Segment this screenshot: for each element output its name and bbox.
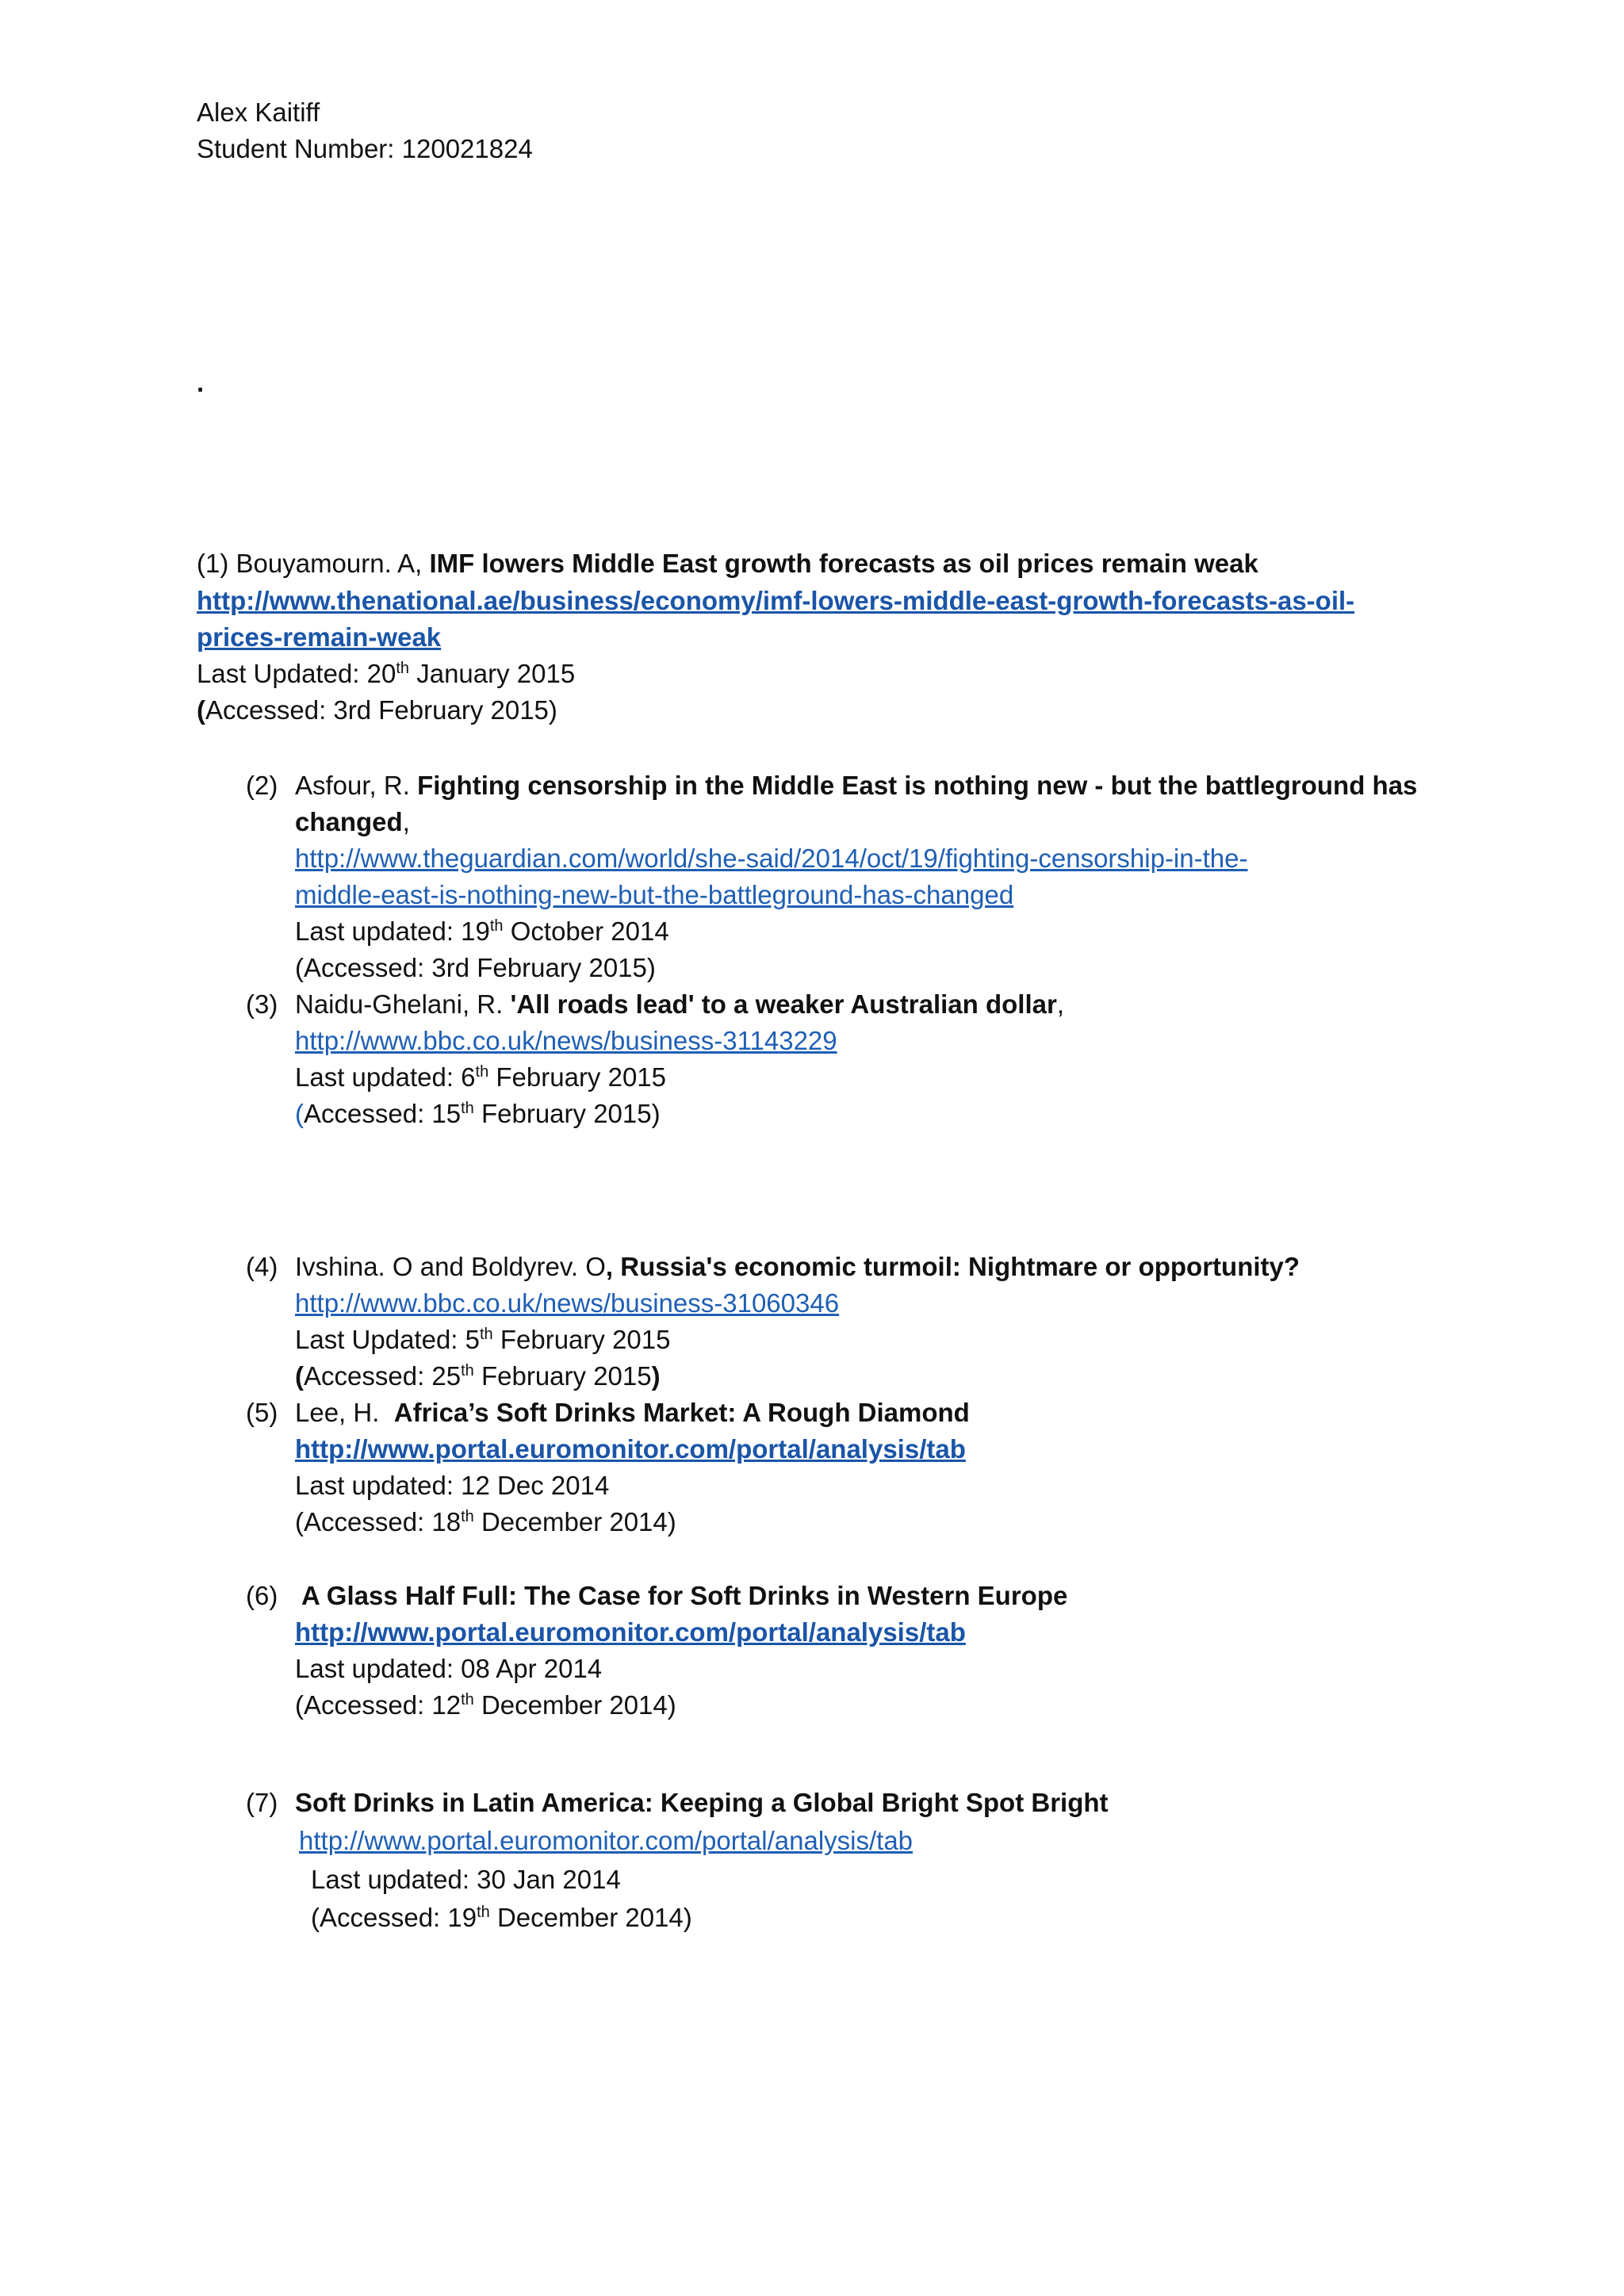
ref2-updated-sup: th [489, 917, 504, 935]
ref2-url-line2[interactable]: middle-east-is-nothing-new-but-the-battleground-has-changed [295, 880, 1014, 909]
ref1-updated-sup: th [396, 660, 410, 677]
student-number: Student Number: 120021824 [197, 134, 533, 163]
ref4-accessed-prefix: Accessed: 25 [304, 1361, 462, 1391]
ref7-accessed-suffix: December 2014) [489, 1903, 692, 1932]
ref6-last-updated: Last updated: 08 Apr 2014 [295, 1654, 603, 1683]
ref1-last-updated [197, 656, 575, 692]
ref2-accessed: (Accessed: 3rd February 2015) [295, 953, 656, 982]
ref4-last-updated [295, 1322, 671, 1358]
ref2-title-line1: Fighting censorship in the Middle East is nothing new - but the battleground has [417, 771, 1418, 800]
ref2-url-line1[interactable]: http://www.theguardian.com/world/she-said/2014/oct/19/fighting-censorship-in-the- [295, 844, 1248, 873]
ref5-title: Africa’s Soft Drinks Market: A Rough Diamond [393, 1398, 970, 1427]
ref5-accessed-prefix: (Accessed: 18 [295, 1507, 462, 1536]
ref3-accessed [295, 1096, 661, 1132]
ref1-label: (1) Bouyamourn. A, [197, 549, 423, 578]
ref6-accessed-suffix: December 2014) [473, 1690, 676, 1720]
ref3-accessed-sup: th [461, 1100, 474, 1117]
ref4-accessed-open: ( [295, 1361, 304, 1391]
ref4-title: , Russia's economic turmoil: Nightmare or opportunity? [605, 1252, 1300, 1281]
ref4-updated-sup: th [480, 1326, 493, 1343]
ref3-url[interactable]: http://www.bbc.co.uk/news/business-31143229 [295, 1026, 837, 1055]
ref3-title-comma: , [1056, 989, 1064, 1019]
ref7-accessed-prefix: (Accessed: 19 [311, 1903, 477, 1932]
ref1-title: IMF lowers Middle East growth forecasts as oil prices remain weak [429, 549, 1258, 578]
ref1-citation [197, 545, 1258, 582]
ref5-accessed-suffix: December 2014) [473, 1507, 676, 1536]
ref3-updated-suffix: February 2015 [488, 1062, 667, 1092]
ref2-updated-suffix: October 2014 [503, 916, 669, 946]
ref5-citation [295, 1395, 970, 1431]
ref4-updated-suffix: February 2015 [492, 1325, 671, 1354]
ref4-citation [295, 1249, 1300, 1285]
ref4-accessed-close: ) [651, 1361, 661, 1391]
ref3-number: (3) [246, 989, 278, 1019]
ref1-accessed-text: Accessed: 3rd February 2015) [205, 695, 557, 725]
ref5-url[interactable]: http://www.portal.euromonitor.com/portal/analysis/tab [295, 1434, 966, 1464]
ref4-accessed [295, 1358, 661, 1395]
ref1-accessed-open: ( [197, 695, 205, 725]
ref7-title: Soft Drinks in Latin America: Keeping a Global Bright Spot Bright [295, 1788, 1109, 1817]
ref2-last-updated [295, 913, 669, 950]
ref1-accessed [197, 692, 557, 729]
ref1-updated-suffix: January 2015 [409, 659, 576, 688]
ref2-citation-line2 [295, 804, 410, 840]
ref5-accessed [295, 1504, 676, 1540]
ref3-last-updated [295, 1059, 666, 1096]
ref5-last-updated: Last updated: 12 Dec 2014 [295, 1471, 610, 1500]
ref1-updated-prefix: Last Updated: 20 [197, 659, 396, 688]
ref6-accessed [295, 1687, 676, 1724]
ref4-accessed-sup: th [461, 1362, 474, 1380]
ref3-title: 'All roads lead' to a weaker Australian dollar [510, 989, 1057, 1019]
ref1-url-line1[interactable]: http://www.thenational.ae/business/economy/imf-lowers-middle-east-growth-forecasts-as-oil- [197, 586, 1355, 615]
ref3-citation [295, 986, 1064, 1023]
ref6-accessed-prefix: (Accessed: 12 [295, 1690, 462, 1720]
ref7-accessed-sup: th [477, 1904, 490, 1921]
ref6-accessed-sup: th [461, 1691, 474, 1709]
ref3-updated-prefix: Last updated: 6 [295, 1062, 476, 1092]
ref7-url[interactable]: http://www.portal.euromonitor.com/portal/analysis/tab [299, 1826, 914, 1855]
author-name: Alex Kaitiff [197, 98, 320, 127]
ref4-author: Ivshina. O and Boldyrev. O [295, 1252, 606, 1281]
ref6-number: (6) [246, 1581, 278, 1610]
ref7-accessed [311, 1900, 692, 1936]
ref3-author: Naidu-Ghelani, R. [295, 989, 504, 1019]
ref2-author: Asfour, R. [295, 771, 410, 800]
ref2-title-comma: , [402, 807, 410, 836]
stray-dot: . [197, 368, 205, 397]
ref4-number: (4) [246, 1252, 278, 1281]
ref5-author: Lee, H. [295, 1398, 380, 1427]
ref2-citation-line1 [295, 767, 1417, 804]
ref5-accessed-sup: th [461, 1508, 474, 1525]
ref7-last-updated: Last updated: 30 Jan 2014 [311, 1865, 621, 1894]
ref7-number: (7) [246, 1788, 278, 1817]
ref4-url[interactable]: http://www.bbc.co.uk/news/business-31060346 [295, 1288, 840, 1318]
ref6-url[interactable]: http://www.portal.euromonitor.com/portal/analysis/tab [295, 1617, 966, 1647]
ref1-url-line2[interactable]: prices-remain-weak [197, 622, 442, 652]
ref4-updated-prefix: Last Updated: 5 [295, 1325, 480, 1354]
ref2-updated-prefix: Last updated: 19 [295, 916, 490, 946]
ref5-number: (5) [246, 1398, 278, 1427]
ref2-number: (2) [246, 771, 278, 800]
ref3-accessed-suffix: February 2015) [473, 1099, 661, 1128]
ref3-updated-sup: th [475, 1063, 489, 1081]
ref2-title-line2: changed [295, 807, 403, 836]
ref4-accessed-suffix: February 2015 [473, 1361, 652, 1391]
ref3-accessed-prefix: Accessed: 15 [304, 1099, 462, 1128]
ref3-accessed-open: ( [295, 1099, 304, 1128]
ref6-title: A Glass Half Full: The Case for Soft Drinks in Western Europe [301, 1581, 1068, 1610]
